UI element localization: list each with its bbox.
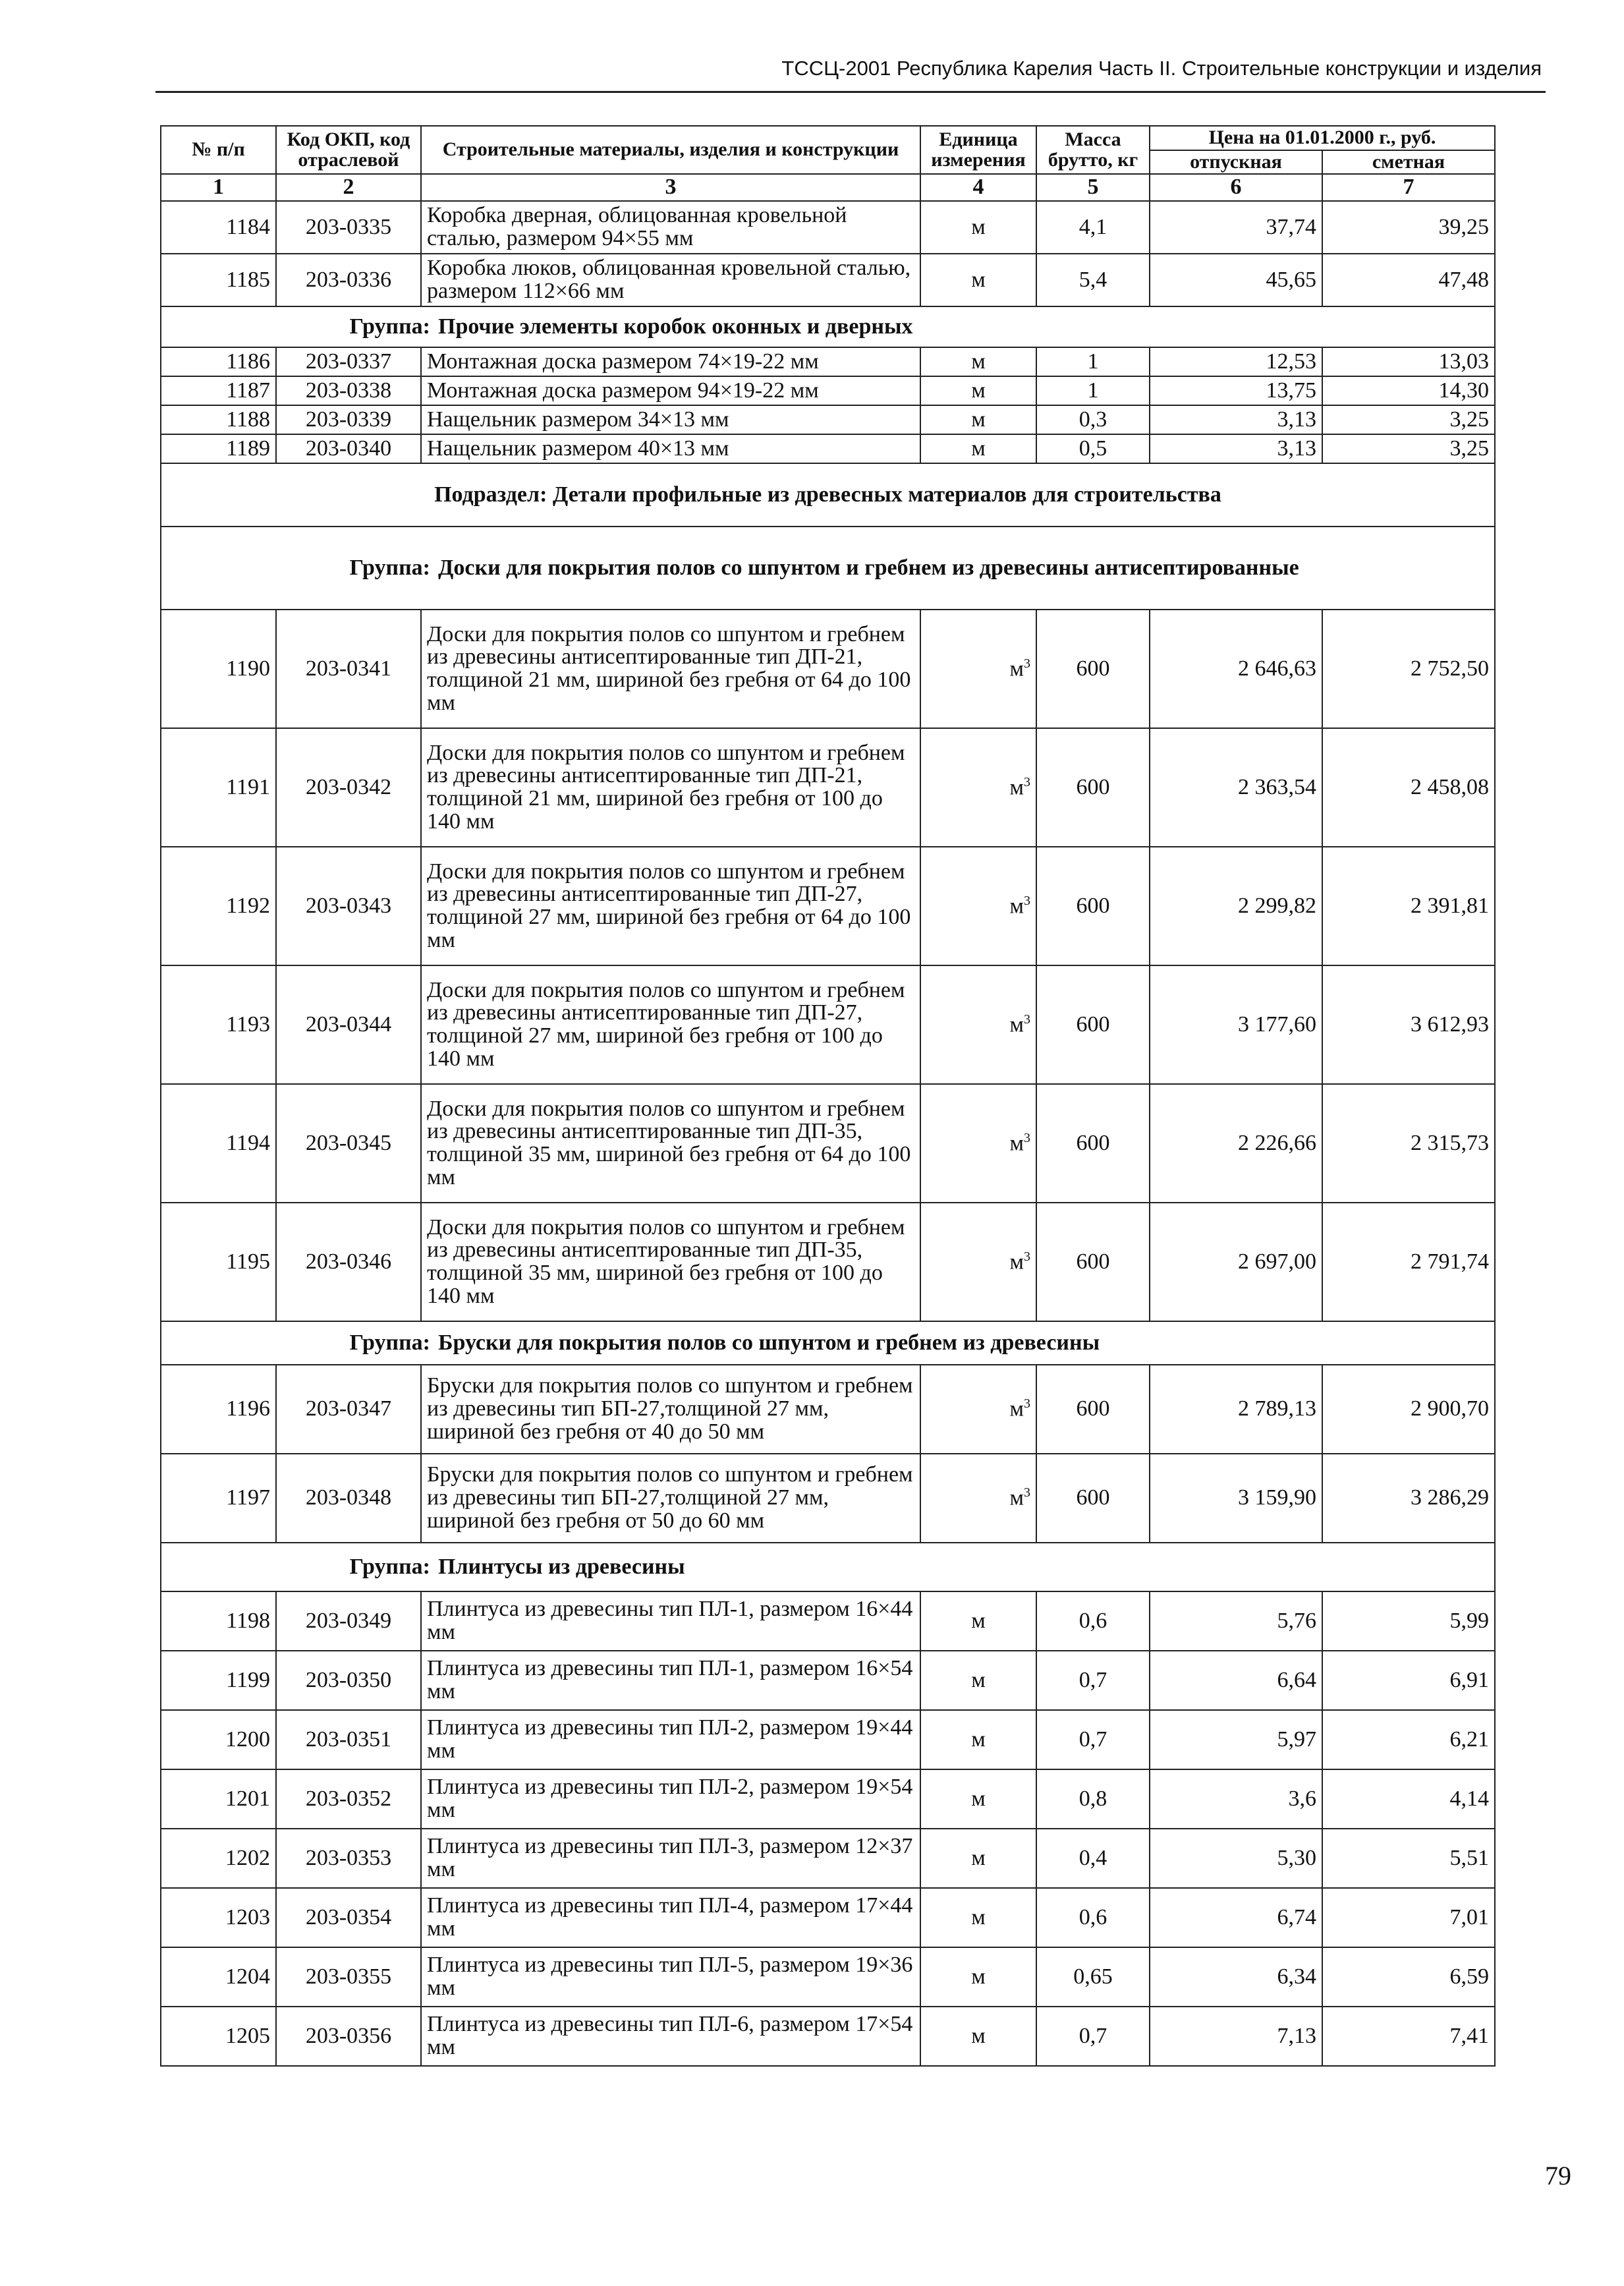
table-row: [161, 1203, 1495, 1321]
header-row: [161, 126, 1495, 150]
header-estimate: сметная: [1322, 150, 1495, 175]
material-name: Нащельник размером 34×13 мм: [421, 405, 920, 434]
unit: м: [920, 434, 1036, 463]
okp-code: 203-0350: [276, 1651, 421, 1710]
okp-code: 203-0353: [276, 1829, 421, 1888]
estimate-price: 6,59: [1322, 1947, 1495, 2007]
group-title: Бруски для покрытия полов со шпунтом и гребнем из древесины: [438, 1330, 1100, 1355]
table-row: [161, 1591, 1495, 1651]
mass: 600: [1036, 610, 1150, 728]
material-name: Доски для покрытия полов со шпунтом и гребнем из древесины антисептированные тип ДП-21, толщиной 21 мм, шириной без гребня от 64 до 100 мм: [421, 610, 920, 728]
table-row: [161, 1651, 1495, 1710]
material-name: Плинтуса из древесины тип ПЛ-1, размером 16×44 мм: [421, 1591, 920, 1651]
row-number: 1199: [161, 1651, 276, 1710]
okp-code: 203-0352: [276, 1769, 421, 1829]
group-title: Прочие элементы коробок оконных и дверных: [438, 314, 913, 339]
material-name: Монтажная доска размером 74×19-22 мм: [421, 347, 920, 376]
row-number: 1187: [161, 376, 276, 405]
group-title: Доски для покрытия полов со шпунтом и гребнем из древесины антисептированные: [438, 555, 1299, 580]
unit: м: [920, 1591, 1036, 1651]
table-row: [161, 1829, 1495, 1888]
unit: $м^3$: [920, 1365, 1036, 1454]
row-number: 1202: [161, 1829, 276, 1888]
unit: $м^3$: [920, 1084, 1036, 1203]
table-row: [161, 965, 1495, 1084]
mass: 0,5: [1036, 434, 1150, 463]
release-price: 6,34: [1150, 1947, 1322, 2007]
row-number: 1192: [161, 847, 276, 965]
okp-code: 203-0354: [276, 1888, 421, 1947]
release-price: 5,30: [1150, 1829, 1322, 1888]
unit: $м^3$: [920, 728, 1036, 847]
unit: $м^3$: [920, 1203, 1036, 1321]
okp-code: 203-0335: [276, 201, 421, 254]
header-okp: Код ОКП, код отраслевой: [276, 126, 421, 174]
mass: 600: [1036, 728, 1150, 847]
okp-code: 203-0342: [276, 728, 421, 847]
okp-code: 203-0340: [276, 434, 421, 463]
row-number: 1190: [161, 610, 276, 728]
group-row: [161, 527, 1495, 610]
okp-code: 203-0336: [276, 254, 421, 306]
mass: 0,6: [1036, 1888, 1150, 1947]
table-row: [161, 405, 1495, 434]
mass: 600: [1036, 1203, 1150, 1321]
release-price: 2 789,13: [1150, 1365, 1322, 1454]
estimate-price: 3,25: [1322, 434, 1495, 463]
estimate-price: 14,30: [1322, 376, 1495, 405]
unit: м: [920, 376, 1036, 405]
col-number: 6: [1150, 174, 1322, 201]
row-number: 1189: [161, 434, 276, 463]
release-price: 5,76: [1150, 1591, 1322, 1651]
unit: $м^3$: [920, 1454, 1036, 1543]
estimate-price: 3 612,93: [1322, 965, 1495, 1084]
header-mass: Масса брутто, кг: [1036, 126, 1150, 174]
mass: 0,7: [1036, 2007, 1150, 2066]
material-name: Коробка люков, облицованная кровельной сталью, размером 112×66 мм: [421, 254, 920, 306]
table-row: [161, 1710, 1495, 1769]
row-number: 1200: [161, 1710, 276, 1769]
okp-code: 203-0356: [276, 2007, 421, 2066]
mass: 600: [1036, 847, 1150, 965]
material-name: Коробка дверная, облицованная кровельной сталью, размером 94×55 мм: [421, 201, 920, 254]
header-rule: [155, 91, 1546, 93]
mass: 0,3: [1036, 405, 1150, 434]
material-name: Нащельник размером 40×13 мм: [421, 434, 920, 463]
table-row: [161, 434, 1495, 463]
okp-code: 203-0348: [276, 1454, 421, 1543]
table-row: [161, 728, 1495, 847]
release-price: 2 226,66: [1150, 1084, 1322, 1203]
table-row: [161, 1365, 1495, 1454]
header-price-group: Цена на 01.01.2000 г., руб.: [1150, 126, 1495, 150]
release-price: 2 299,82: [1150, 847, 1322, 965]
mass: 0,4: [1036, 1829, 1150, 1888]
table-row: [161, 1888, 1495, 1947]
price-table: [160, 125, 1496, 2067]
unit: м: [920, 1769, 1036, 1829]
column-number-row: [161, 174, 1495, 201]
col-number: 3: [421, 174, 920, 201]
mass: 0,7: [1036, 1710, 1150, 1769]
estimate-price: 2 458,08: [1322, 728, 1495, 847]
row-number: 1203: [161, 1888, 276, 1947]
group-title: Плинтусы из древесины: [438, 1554, 685, 1579]
unit: м: [920, 201, 1036, 254]
material-name: Плинтуса из древесины тип ПЛ-1, размером 16×54 мм: [421, 1651, 920, 1710]
material-name: Доски для покрытия полов со шпунтом и гребнем из древесины антисептированные тип ДП-27, толщиной 27 мм, шириной без гребня от 64 до 100 мм: [421, 847, 920, 965]
unit: м: [920, 405, 1036, 434]
estimate-price: 7,01: [1322, 1888, 1495, 1947]
release-price: 12,53: [1150, 347, 1322, 376]
row-number: 1197: [161, 1454, 276, 1543]
row-number: 1194: [161, 1084, 276, 1203]
estimate-price: 39,25: [1322, 201, 1495, 254]
unit: $м^3$: [920, 610, 1036, 728]
estimate-price: 3 286,29: [1322, 1454, 1495, 1543]
unit: м: [920, 1651, 1036, 1710]
okp-code: 203-0351: [276, 1710, 421, 1769]
okp-code: 203-0345: [276, 1084, 421, 1203]
mass: 600: [1036, 1454, 1150, 1543]
estimate-price: 5,99: [1322, 1591, 1495, 1651]
unit: $м^3$: [920, 847, 1036, 965]
estimate-price: 47,48: [1322, 254, 1495, 306]
material-name: Доски для покрытия полов со шпунтом и гребнем из древесины антисептированные тип ДП-27, толщиной 27 мм, шириной без гребня от 100 до 140 мм: [421, 965, 920, 1084]
release-price: 3 177,60: [1150, 965, 1322, 1084]
okp-code: 203-0341: [276, 610, 421, 728]
row-number: 1205: [161, 2007, 276, 2066]
estimate-price: 13,03: [1322, 347, 1495, 376]
okp-code: 203-0344: [276, 965, 421, 1084]
estimate-price: 2 791,74: [1322, 1203, 1495, 1321]
mass: 0,6: [1036, 1591, 1150, 1651]
unit: м: [920, 347, 1036, 376]
estimate-price: 6,21: [1322, 1710, 1495, 1769]
row-number: 1196: [161, 1365, 276, 1454]
material-name: Плинтуса из древесины тип ПЛ-2, размером 19×54 мм: [421, 1769, 920, 1829]
release-price: 13,75: [1150, 376, 1322, 405]
estimate-price: 2 315,73: [1322, 1084, 1495, 1203]
release-price: 3,6: [1150, 1769, 1322, 1829]
table-row: [161, 1947, 1495, 2007]
mass: 0,65: [1036, 1947, 1150, 2007]
unit: м: [920, 1710, 1036, 1769]
header-num: № п/п: [161, 126, 276, 174]
row-number: 1185: [161, 254, 276, 306]
col-number: 5: [1036, 174, 1150, 201]
table-row: [161, 1084, 1495, 1203]
table-row: [161, 847, 1495, 965]
col-number: 2: [276, 174, 421, 201]
row-number: 1198: [161, 1591, 276, 1651]
table-row: [161, 2007, 1495, 2066]
release-price: 3 159,90: [1150, 1454, 1322, 1543]
mass: 1: [1036, 347, 1150, 376]
row-number: 1184: [161, 201, 276, 254]
row-number: 1193: [161, 965, 276, 1084]
estimate-price: 4,14: [1322, 1769, 1495, 1829]
unit: м: [920, 1888, 1036, 1947]
material-name: Бруски для покрытия полов со шпунтом и гребнем из древесины тип БП-27,толщиной 27 мм, шириной без гребня от 50 до 60 мм: [421, 1454, 920, 1543]
okp-code: 203-0337: [276, 347, 421, 376]
material-name: Плинтуса из древесины тип ПЛ-6, размером 17×54 мм: [421, 2007, 920, 2066]
table-row: [161, 376, 1495, 405]
row-number: 1201: [161, 1769, 276, 1829]
group-label: Группа:: [349, 314, 430, 339]
estimate-price: 3,25: [1322, 405, 1495, 434]
material-name: Монтажная доска размером 94×19-22 мм: [421, 376, 920, 405]
okp-code: 203-0355: [276, 1947, 421, 2007]
mass: 0,8: [1036, 1769, 1150, 1829]
running-header: ТССЦ-2001 Республика Карелия Часть II. Строительные конструкции и изделия: [781, 57, 1542, 80]
header-name: Строительные материалы, изделия и конструкции: [421, 126, 920, 174]
mass: 0,7: [1036, 1651, 1150, 1710]
group-row: [161, 1321, 1495, 1365]
row-number: 1195: [161, 1203, 276, 1321]
release-price: 2 697,00: [1150, 1203, 1322, 1321]
unit: м: [920, 1947, 1036, 2007]
material-name: Плинтуса из древесины тип ПЛ-3, размером 12×37 мм: [421, 1829, 920, 1888]
estimate-price: 2 391,81: [1322, 847, 1495, 965]
estimate-price: 5,51: [1322, 1829, 1495, 1888]
row-number: 1186: [161, 347, 276, 376]
release-price: 45,65: [1150, 254, 1322, 306]
table-row: [161, 201, 1495, 254]
group-label: Группа:: [349, 555, 430, 580]
okp-code: 203-0339: [276, 405, 421, 434]
subsection-title: Подраздел: Детали профильные из древесных материалов для строительства: [161, 463, 1495, 527]
col-number: 1: [161, 174, 276, 201]
table-row: [161, 1454, 1495, 1543]
release-price: 6,64: [1150, 1651, 1322, 1710]
mass: 4,1: [1036, 201, 1150, 254]
okp-code: 203-0338: [276, 376, 421, 405]
material-name: Плинтуса из древесины тип ПЛ-4, размером 17×44 мм: [421, 1888, 920, 1947]
estimate-price: 7,41: [1322, 2007, 1495, 2066]
col-number: 4: [920, 174, 1036, 201]
page-number: 79: [1545, 2161, 1571, 2190]
estimate-price: 2 900,70: [1322, 1365, 1495, 1454]
mass: 600: [1036, 1084, 1150, 1203]
release-price: 2 363,54: [1150, 728, 1322, 847]
header-release: отпускная: [1150, 150, 1322, 175]
table-row: [161, 347, 1495, 376]
material-name: Доски для покрытия полов со шпунтом и гребнем из древесины антисептированные тип ДП-21, толщиной 21 мм, шириной без гребня от 100 до 140 мм: [421, 728, 920, 847]
mass: 600: [1036, 965, 1150, 1084]
row-number: 1191: [161, 728, 276, 847]
mass: 5,4: [1036, 254, 1150, 306]
row-number: 1204: [161, 1947, 276, 2007]
header-unit: Единица измерения: [920, 126, 1036, 174]
release-price: 6,74: [1150, 1888, 1322, 1947]
material-name: Плинтуса из древесины тип ПЛ-5, размером 19×36 мм: [421, 1947, 920, 2007]
estimate-price: 6,91: [1322, 1651, 1495, 1710]
material-name: Плинтуса из древесины тип ПЛ-2, размером 19×44 мм: [421, 1710, 920, 1769]
material-name: Бруски для покрытия полов со шпунтом и гребнем из древесины тип БП-27,толщиной 27 мм, шириной без гребня от 40 до 50 мм: [421, 1365, 920, 1454]
material-name: Доски для покрытия полов со шпунтом и гребнем из древесины антисептированные тип ДП-35, толщиной 35 мм, шириной без гребня от 100 до 140 мм: [421, 1203, 920, 1321]
release-price: 3,13: [1150, 405, 1322, 434]
group-row: [161, 306, 1495, 347]
release-price: 37,74: [1150, 201, 1322, 254]
release-price: 5,97: [1150, 1710, 1322, 1769]
release-price: 3,13: [1150, 434, 1322, 463]
okp-code: 203-0347: [276, 1365, 421, 1454]
table-row: [161, 254, 1495, 306]
table-row: [161, 610, 1495, 728]
group-row: [161, 1543, 1495, 1591]
unit: $м^3$: [920, 965, 1036, 1084]
okp-code: 203-0346: [276, 1203, 421, 1321]
row-number: 1188: [161, 405, 276, 434]
mass: 600: [1036, 1365, 1150, 1454]
okp-code: 203-0343: [276, 847, 421, 965]
material-name: Доски для покрытия полов со шпунтом и гребнем из древесины антисептированные тип ДП-35, толщиной 35 мм, шириной без гребня от 64 до 100 мм: [421, 1084, 920, 1203]
okp-code: 203-0349: [276, 1591, 421, 1651]
unit: м: [920, 1829, 1036, 1888]
table-row: [161, 1769, 1495, 1829]
col-number: 7: [1322, 174, 1495, 201]
unit: м: [920, 254, 1036, 306]
group-label: Группа:: [349, 1330, 430, 1355]
estimate-price: 2 752,50: [1322, 610, 1495, 728]
mass: 1: [1036, 376, 1150, 405]
subsection-row: [161, 463, 1495, 527]
group-label: Группа:: [349, 1554, 430, 1579]
release-price: 2 646,63: [1150, 610, 1322, 728]
release-price: 7,13: [1150, 2007, 1322, 2066]
unit: м: [920, 2007, 1036, 2066]
